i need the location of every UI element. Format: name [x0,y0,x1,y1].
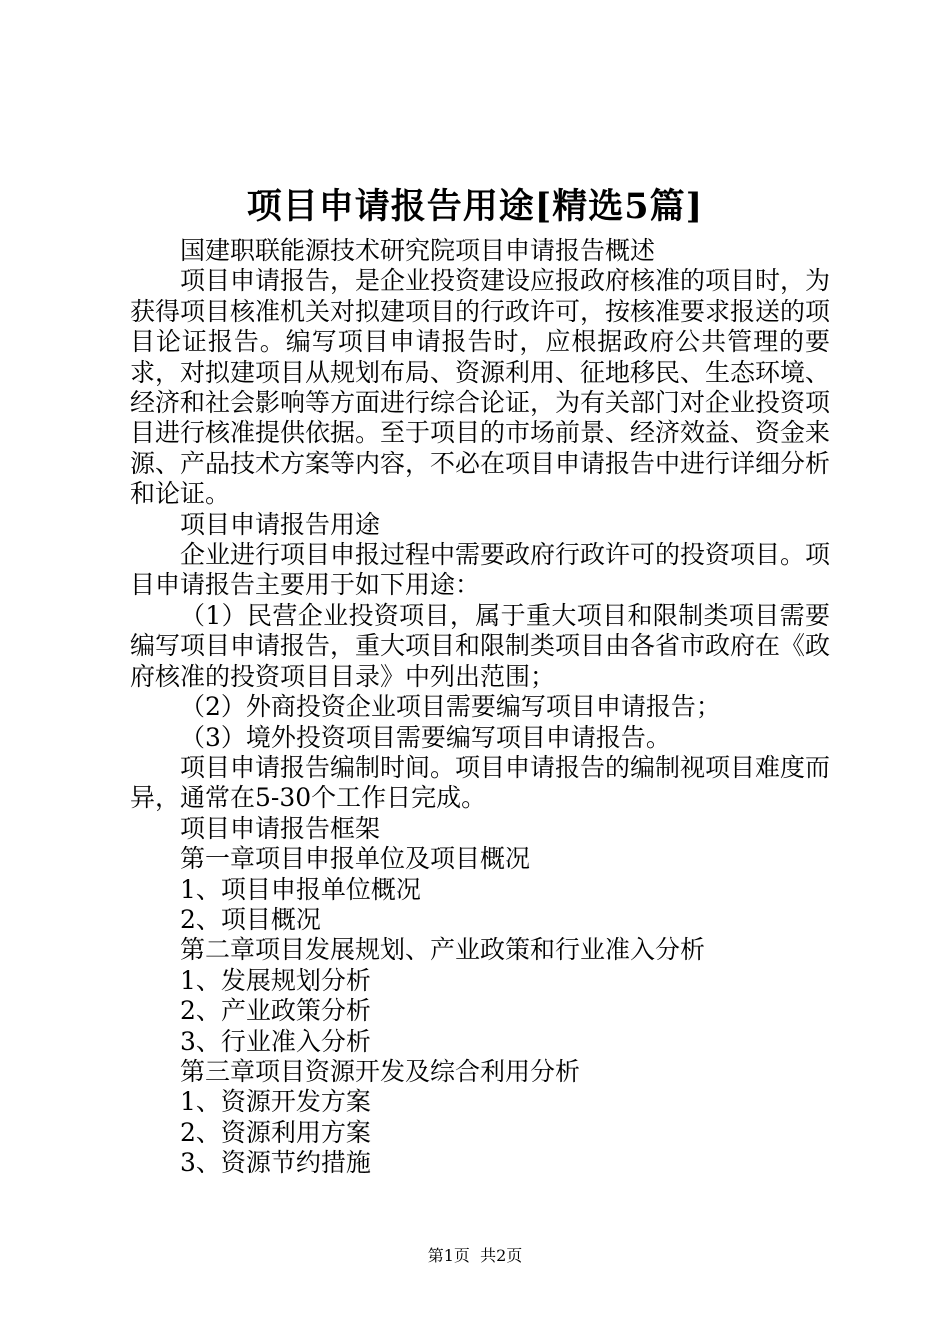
chapter-2-item-2: 2、产业政策分析 [180,996,371,1026]
paragraph-intro-heading: 国建职联能源技术研究院项目申请报告概述 [180,236,656,265]
paragraph-definition: 项目申请报告，是企业投资建设应报政府核准的项目时，为获得项目核准机关对拟建项目的行政许可，按核准要求报送的项目论证报告。编写项目申请报告时，应根据政府公共管理的要求，对拟建项目从规划布局、资源利用、征地移民、生态环境、经济和社会影响等方面进行综合论证，为有关部门对企业投资项目进行核准提供依据。至于项目的市场前景、经济效益、资金来源、产品技术方案等内容，不必在项目申请报告中进行详细分析和论证。 [130,266,831,509]
chapter-2-item-3: 3、行业准入分析 [180,1026,371,1056]
paragraph-usage-intro: 企业进行项目申报过程中需要政府行政许可的投资项目。项目申请报告主要用于如下用途： [130,540,831,600]
chapter-1-item-1: 1、项目申报单位概况 [180,874,421,904]
paragraph-framework-heading: 项目申请报告框架 [180,813,381,843]
paragraph-usage-item-1: （1）民营企业投资项目，属于重大项目和限制类项目需要编写项目申请报告，重大项目和限制类项目由各省市政府在《政府核准的投资项目目录》中列出范围； [130,600,831,691]
chapter-2-item-1: 1、发展规划分析 [180,965,371,995]
chapter-3-item-1: 1、资源开发方案 [180,1087,371,1117]
document-body [130,236,830,1179]
chapter-3-heading: 第三章项目资源开发及综合利用分析 [180,1056,581,1086]
chapter-3-item-2: 2、资源利用方案 [180,1117,371,1147]
chapter-2-heading: 第二章项目发展规划、产业政策和行业准入分析 [180,935,706,965]
document-title: 项目申请报告用途[精选5篇] [246,186,704,227]
page-number-footer: 第1页 共2页 [427,1246,523,1265]
chapter-1-heading: 第一章项目申报单位及项目概况 [180,844,531,874]
paragraph-timeline: 项目申请报告编制时间。项目申请报告的编制视项目难度而异，通常在5-30个工作日完成。 [130,752,831,813]
paragraph-usage-item-2: （2）外商投资企业项目需要编写项目申请报告； [180,692,721,722]
paragraph-usage-item-3: （3）境外投资项目需要编写项目申请报告。 [180,722,671,752]
chapter-3-item-3: 3、资源节约措施 [180,1148,371,1178]
paragraph-usage-heading: 项目申请报告用途 [180,509,381,539]
chapter-1-item-2: 2、项目概况 [180,904,321,934]
